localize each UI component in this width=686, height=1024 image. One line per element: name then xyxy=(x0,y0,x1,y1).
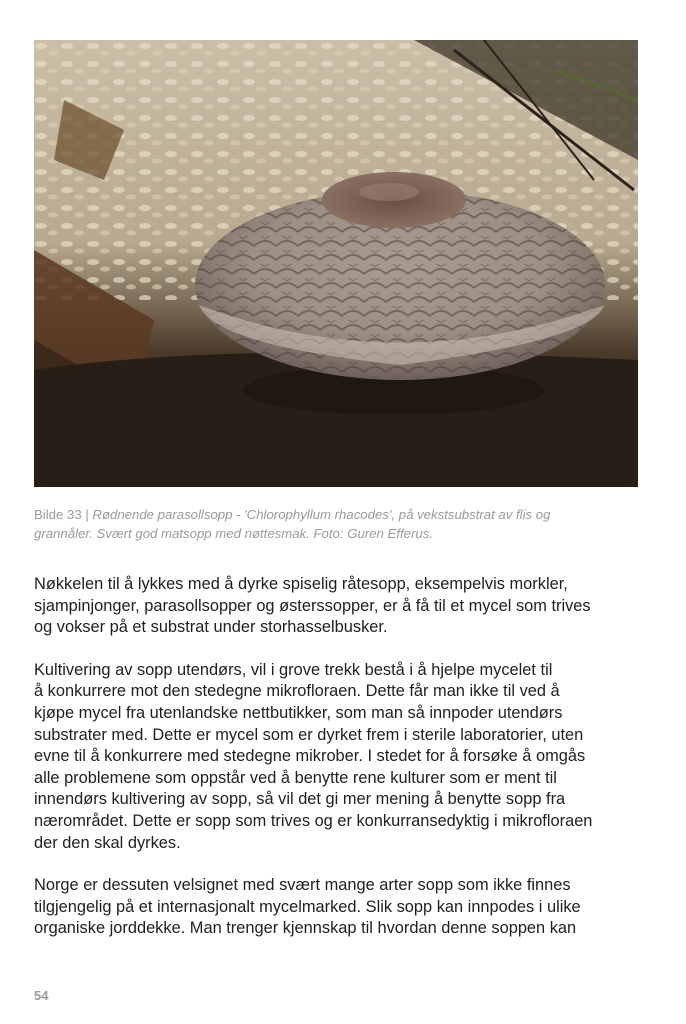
paragraph: Norge er dessuten velsignet med svært mange arter sopp som ikke finnes tilgjengelig på et internasjonalt mycelmarked. Slik sopp kan innpodes i ulike organiske jorddekke. Man trenger kjennskap til hvordan denne soppen kan xyxy=(34,876,581,938)
figure-label: Bilde 33 | xyxy=(34,507,89,522)
paragraph: Nøkkelen til å lykkes med å dyrke spiselig råtesopp, eksempelvis morkler, sjampinjonger, parasollsopper og østerssopper, er å få til et mycel som trives og vokser på et substrat under storhasselbusker. xyxy=(34,575,591,637)
figure-caption xyxy=(34,505,638,543)
mushroom-photo xyxy=(34,40,638,487)
figure-caption-text: Rødnende parasollsopp - 'Chlorophyllum rhacodes', på vekstsubstrat av flis og grannåler. Svært god matsopp med nøttesmak. Foto: Guren Efferus. xyxy=(34,507,551,541)
parasol-mushroom-illustration xyxy=(34,40,638,487)
paragraph: Kultivering av sopp utendørs, vil i grove trekk bestå i å hjelpe mycelet til å konkurrere mot den stedegne mikrofloraen. Dette får man ikke til ved å kjøpe mycel fra utenlandske nettbutikker, som man så innpoder utendørs substrater med. Dette er mycel som er dyrket frem i sterile laboratorier, uten evne til å konkurrere med stedegne mikrober. I stedet for å forsøke å omgås alle problemene som oppstår ved å benytte rene kulturer som er ment til innendørs kultivering av sopp, så vil det gi mer mening å benytte sopp fra nærområdet. Dette er sopp som trives og er konkurransedyktig i mikrofloraen der den skal dyrkes. xyxy=(34,660,593,852)
body-text xyxy=(34,574,644,961)
page-number: 54 xyxy=(34,988,49,1003)
